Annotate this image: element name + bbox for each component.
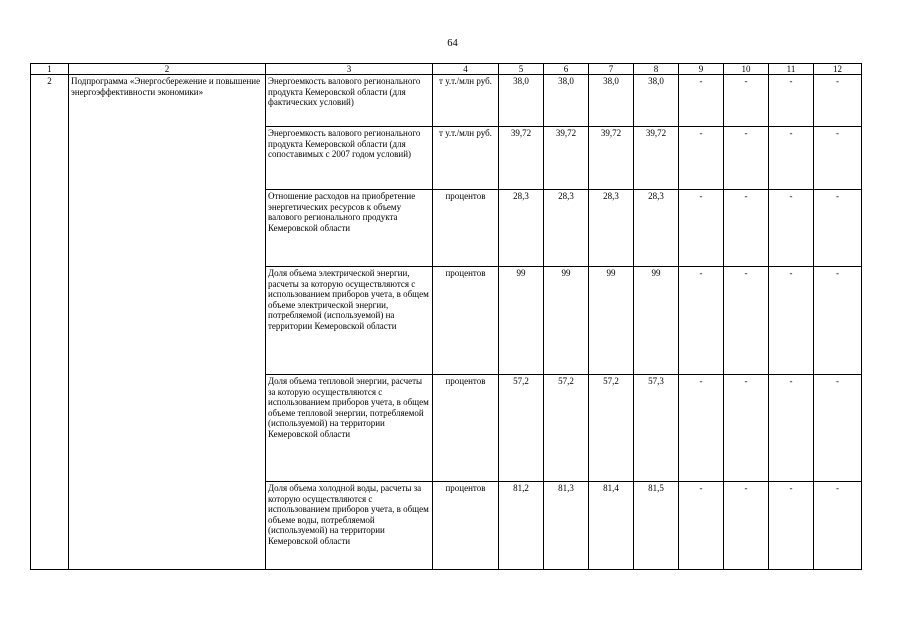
page-number: 64 bbox=[447, 38, 458, 49]
value-cell: - bbox=[769, 75, 814, 127]
column-header: 12 bbox=[814, 64, 862, 75]
value-cell: - bbox=[679, 127, 724, 190]
value-cell: - bbox=[724, 127, 769, 190]
value-cell: 39,72 bbox=[544, 127, 589, 190]
column-header: 8 bbox=[634, 64, 679, 75]
value-cell: - bbox=[724, 375, 769, 482]
value-cell: 28,3 bbox=[544, 190, 589, 267]
table-row bbox=[31, 75, 862, 127]
value-cell: - bbox=[724, 482, 769, 570]
row-number-cell: 2 bbox=[31, 75, 69, 570]
value-cell: - bbox=[724, 190, 769, 267]
value-cell: 38,0 bbox=[589, 75, 634, 127]
indicator-name: Отношение расходов на приобретение энергетических ресурсов к объему валового регионального продукта Кемеровской области bbox=[266, 190, 433, 267]
unit-cell: процентов bbox=[433, 267, 499, 375]
value-cell: - bbox=[769, 482, 814, 570]
value-cell: - bbox=[769, 127, 814, 190]
value-cell: - bbox=[814, 267, 862, 375]
column-header: 2 bbox=[69, 64, 266, 75]
unit-cell: т у.т./млн руб. bbox=[433, 75, 499, 127]
value-cell: 38,0 bbox=[499, 75, 544, 127]
value-cell: - bbox=[724, 267, 769, 375]
column-header: 10 bbox=[724, 64, 769, 75]
unit-cell: процентов bbox=[433, 375, 499, 482]
column-header: 11 bbox=[769, 64, 814, 75]
value-cell: 39,72 bbox=[634, 127, 679, 190]
value-cell: 28,3 bbox=[499, 190, 544, 267]
indicator-name: Доля объема тепловой энергии, расчеты за которую осуществляются с использованием приборов учета, в общем объеме тепловой энергии, потребляемой (используемой) на территории Кемеровской области bbox=[266, 375, 433, 482]
value-cell: 81,5 bbox=[634, 482, 679, 570]
value-cell: - bbox=[769, 267, 814, 375]
value-cell: 38,0 bbox=[544, 75, 589, 127]
column-header: 7 bbox=[589, 64, 634, 75]
unit-cell: процентов bbox=[433, 190, 499, 267]
value-cell: - bbox=[814, 127, 862, 190]
column-header: 1 bbox=[31, 64, 69, 75]
column-header: 3 bbox=[266, 64, 433, 75]
value-cell: - bbox=[679, 482, 724, 570]
header-row bbox=[31, 64, 862, 75]
unit-cell: т у.т./млн руб. bbox=[433, 127, 499, 190]
indicator-name: Доля объема электрической энергии, расчеты за которую осуществляются с использованием приборов учета, в общем объеме электрической энергии, потребляемой (используемой) на территории Кемеровской области bbox=[266, 267, 433, 375]
value-cell: 38,0 bbox=[634, 75, 679, 127]
column-header: 4 bbox=[433, 64, 499, 75]
indicator-name: Энергоемкость валового регионального продукта Кемеровской области (для сопоставимых с 2007 годом условий) bbox=[266, 127, 433, 190]
value-cell: - bbox=[769, 190, 814, 267]
unit-cell: процентов bbox=[433, 482, 499, 570]
value-cell: - bbox=[814, 482, 862, 570]
value-cell: 99 bbox=[634, 267, 679, 375]
value-cell: - bbox=[814, 190, 862, 267]
subprogram-cell: Подпрограмма «Энергосбережение и повышение энергоэффективности экономики» bbox=[69, 75, 266, 570]
value-cell: 99 bbox=[499, 267, 544, 375]
value-cell: 57,2 bbox=[544, 375, 589, 482]
value-cell: - bbox=[724, 75, 769, 127]
value-cell: 57,2 bbox=[499, 375, 544, 482]
value-cell: 28,3 bbox=[634, 190, 679, 267]
value-cell: 28,3 bbox=[589, 190, 634, 267]
value-cell: - bbox=[814, 75, 862, 127]
value-cell: - bbox=[769, 375, 814, 482]
value-cell: - bbox=[679, 375, 724, 482]
value-cell: 81,4 bbox=[589, 482, 634, 570]
value-cell: 39,72 bbox=[589, 127, 634, 190]
value-cell: - bbox=[814, 375, 862, 482]
value-cell: 57,3 bbox=[634, 375, 679, 482]
value-cell: 39,72 bbox=[499, 127, 544, 190]
indicator-name: Доля объема холодной воды, расчеты за которую осуществляются с использованием приборов учета, в общем объеме воды, потребляемой (используемой) на территории Кемеровской области bbox=[266, 482, 433, 570]
value-cell: - bbox=[679, 190, 724, 267]
value-cell: 99 bbox=[544, 267, 589, 375]
indicator-name: Энергоемкость валового регионального продукта Кемеровской области (для фактических условий) bbox=[266, 75, 433, 127]
indicator-table bbox=[30, 63, 862, 570]
value-cell: 81,3 bbox=[544, 482, 589, 570]
column-header: 9 bbox=[679, 64, 724, 75]
value-cell: - bbox=[679, 267, 724, 375]
value-cell: 57,2 bbox=[589, 375, 634, 482]
column-header: 5 bbox=[499, 64, 544, 75]
value-cell: 81,2 bbox=[499, 482, 544, 570]
value-cell: - bbox=[679, 75, 724, 127]
value-cell: 99 bbox=[589, 267, 634, 375]
column-header: 6 bbox=[544, 64, 589, 75]
